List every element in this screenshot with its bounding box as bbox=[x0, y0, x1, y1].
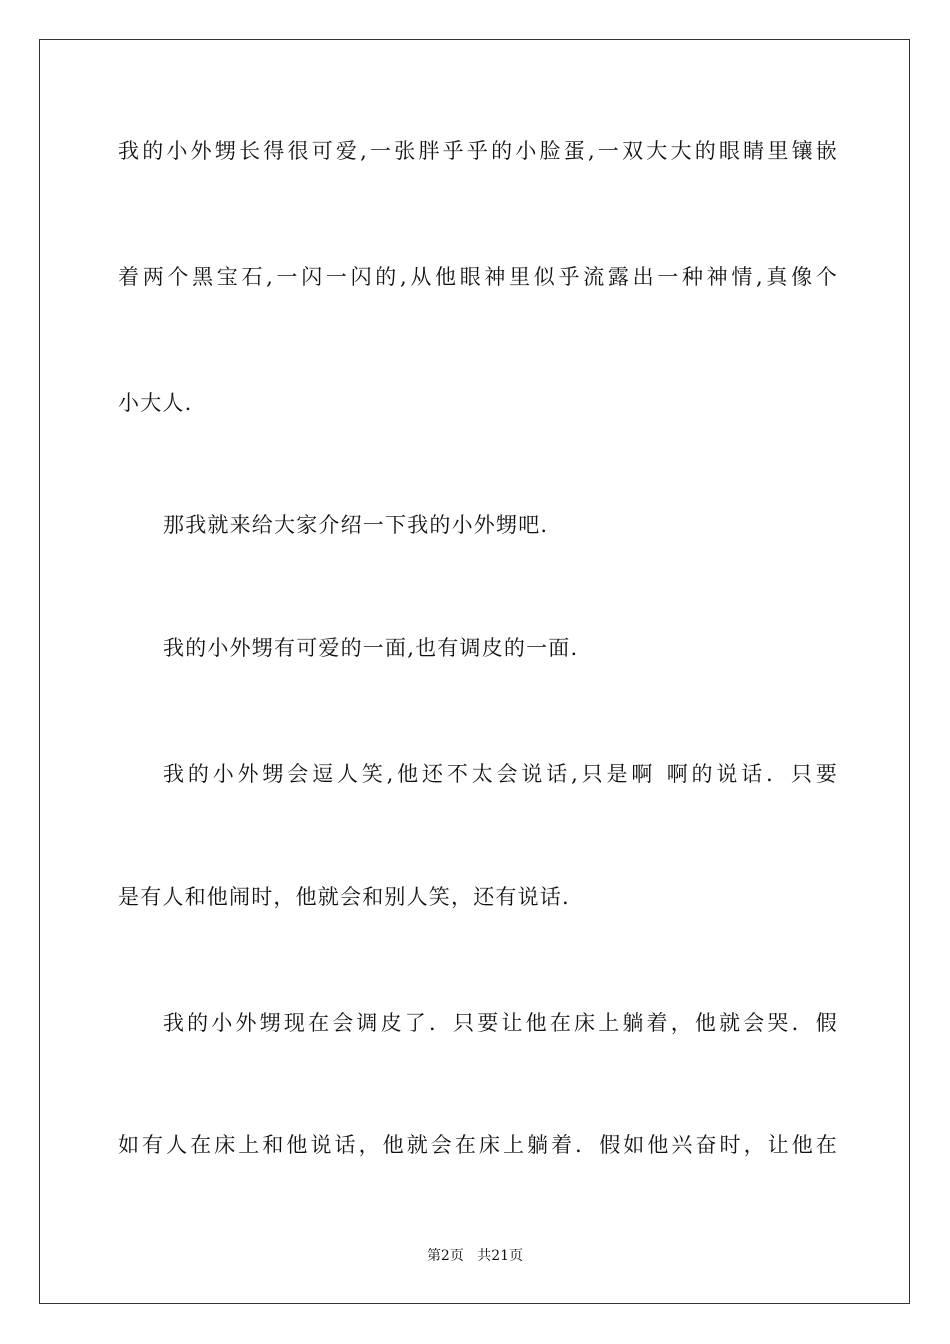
paragraph-line-2: 着两个黑宝石,一闪一闪的,从他眼神里似乎流露出一种神情,真像个 bbox=[118, 265, 838, 289]
paragraph-line-9: 如有人在床上和他说话，他就会在床上躺着．假如他兴奋时，让他在 bbox=[118, 1133, 838, 1157]
paragraph-line-7: 是有人和他闹时，他就会和别人笑，还有说话. bbox=[118, 885, 570, 909]
paragraph-line-8: 我的小外甥现在会调皮了．只要让他在床上躺着，他就会哭．假 bbox=[163, 1011, 838, 1035]
paragraph-line-5: 我的小外甥有可爱的一面,也有调皮的一面. bbox=[163, 636, 579, 660]
paragraph-line-4: 那我就来给大家介绍一下我的小外甥吧. bbox=[163, 513, 549, 537]
page-number: 第2页 bbox=[426, 1248, 464, 1264]
paragraph-line-3: 小大人. bbox=[118, 391, 193, 415]
paragraph-line-6: 我的小外甥会逗人笑,他还不太会说话,只是啊 啊的说话．只要 bbox=[163, 762, 838, 786]
page-border bbox=[39, 39, 910, 1304]
page-total: 共21页 bbox=[477, 1248, 524, 1264]
page-footer bbox=[0, 1247, 950, 1265]
paragraph-line-1: 我的小外甥长得很可爱,一张胖乎乎的小脸蛋,一双大大的眼睛里镶嵌 bbox=[118, 139, 838, 163]
